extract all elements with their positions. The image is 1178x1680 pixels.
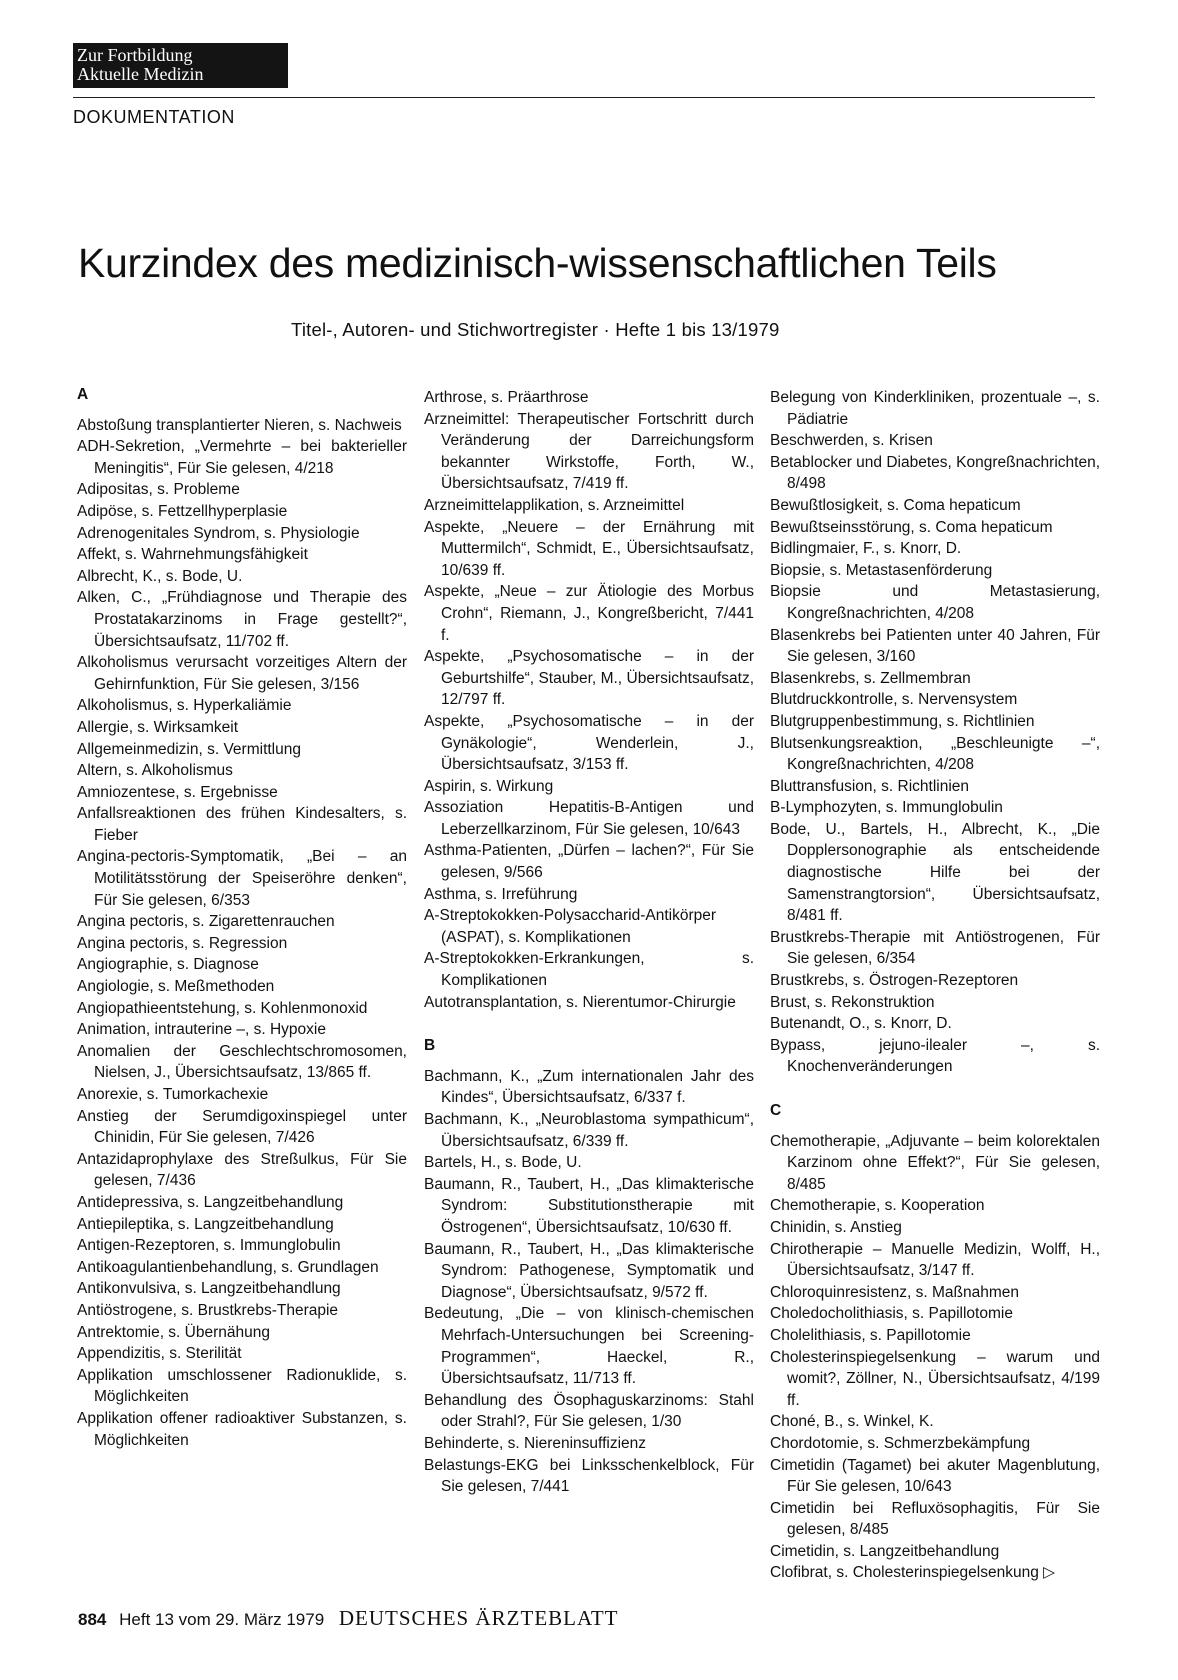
index-entry: Baumann, R., Taubert, H., „Das klimakterische Syndrom: Pathogenese, Symptomatik und Diagnose“, Übersichtsaufsatz, 9/572 ff. bbox=[424, 1240, 754, 1301]
index-entry: Aspekte, „Neuere – der Ernährung mit Muttermilch“, Schmidt, E., Übersichtsaufsatz, 10/639 ff. bbox=[424, 518, 754, 579]
index-entry: Arthrose, s. Präarthrose bbox=[424, 389, 589, 406]
index-entry: Assoziation Hepatitis-B-Antigen und Leberzellkarzinom, Für Sie gelesen, 10/643 bbox=[424, 799, 754, 838]
index-entry: Belastungs-EKG bei Linksschenkelblock, Für Sie gelesen, 7/441 bbox=[424, 1456, 754, 1496]
page-title: Kurzindex des medizinisch-wissenschaftlichen Teils bbox=[78, 240, 997, 286]
index-entry: B-Lymphozyten, s. Immunglobulin bbox=[770, 799, 1003, 817]
index-entry: Angiologie, s. Meßmethoden bbox=[77, 978, 275, 996]
index-entry: Asthma, s. Irreführung bbox=[424, 885, 578, 903]
index-entry: Biopsie, s. Metastasenförderung bbox=[770, 561, 993, 579]
index-entry: Angiographie, s. Diagnose bbox=[77, 956, 259, 974]
index-entry: Applikation offener radioaktiver Substanzen, s. Möglichkeiten bbox=[77, 1409, 407, 1449]
index-entry: Antikoagulantienbehandlung, s. Grundlagen bbox=[77, 1258, 379, 1276]
index-entry: Brustkrebs-Therapie mit Antiöstrogenen, Für Sie gelesen, 6/354 bbox=[770, 928, 1100, 968]
index-entry: Butenandt, O., s. Knorr, D. bbox=[770, 1015, 952, 1033]
masthead-line-1: Zur Fortbildung bbox=[77, 45, 193, 65]
index-entry: Altern, s. Alkoholismus bbox=[77, 762, 233, 780]
masthead-line-2: Aktuelle Medizin bbox=[77, 64, 204, 84]
index-entry: Choné, B., s. Winkel, K. bbox=[770, 1413, 934, 1431]
page-footer bbox=[78, 1606, 618, 1631]
section-label: DOKUMENTATION bbox=[73, 107, 235, 127]
index-entry: Bewußtlosigkeit, s. Coma hepaticum bbox=[770, 496, 1021, 514]
index-entry: Biopsie und Metastasierung, Kongreßnachrichten, 4/208 bbox=[770, 583, 1100, 622]
index-entry: Chemotherapie, s. Kooperation bbox=[770, 1197, 985, 1215]
index-entry: Bewußtseinsstörung, s. Coma hepaticum bbox=[770, 518, 1053, 536]
index-entry: Beschwerden, s. Krisen bbox=[770, 432, 933, 450]
index-entry: Bidlingmaier, F., s. Knorr, D. bbox=[770, 540, 962, 558]
index-entry: Autotransplantation, s. Nierentumor-Chirurgie bbox=[424, 993, 736, 1011]
index-entry: A-Streptokokken-Erkrankungen, s. Komplikationen bbox=[424, 950, 754, 990]
index-entry: Anstieg der Serumdigoxinspiegel unter Chinidin, Für Sie gelesen, 7/426 bbox=[77, 1107, 407, 1147]
index-entry: Blutdruckkontrolle, s. Nervensystem bbox=[770, 691, 1018, 709]
index-entry: Animation, intrauterine –, s. Hypoxie bbox=[77, 1021, 326, 1039]
index-entry: Anorexie, s. Tumorkachexie bbox=[77, 1086, 269, 1103]
page-subtitle: Titel-, Autoren- und Stichwortregister · Hefte 1 bis 13/1979 bbox=[291, 319, 780, 340]
index-entry: Bachmann, K., „Zum internationalen Jahr des Kindes“, Übersichtsaufsatz, 6/337 f. bbox=[424, 1067, 754, 1107]
index-entry: Aspirin, s. Wirkung bbox=[424, 777, 554, 795]
index-entry: Alken, C., „Frühdiagnose und Therapie des Prostatakarzinoms in Frage gestellt?“, Übersichtsaufsatz, 11/702 ff. bbox=[77, 589, 407, 650]
index-entry: Chirotherapie – Manuelle Medizin, Wolff, H., Übersichtsaufsatz, 3/147 ff. bbox=[770, 1240, 1100, 1280]
index-entry: Anomalien der Geschlechtschromosomen, Nielsen, J., Übersichtsaufsatz, 13/865 ff. bbox=[77, 1042, 407, 1082]
index-entry: Antikonvulsiva, s. Langzeitbehandlung bbox=[77, 1280, 341, 1298]
index-entry: Angina pectoris, s. Regression bbox=[77, 934, 288, 952]
index-entry: Cimetidin, s. Langzeitbehandlung bbox=[770, 1542, 1000, 1560]
letter-heading: B bbox=[424, 1037, 436, 1055]
index-entry: Baumann, R., Taubert, H., „Das klimakterische Syndrom: Substitutionstherapie mit Östrogenen“, Übersichtsaufsatz, 10/630 ff. bbox=[424, 1175, 754, 1236]
index-entry: Behandlung des Ösophaguskarzinoms: Stahl oder Strahl?, Für Sie gelesen, 1/30 bbox=[424, 1391, 754, 1431]
index-entry: Antidepressiva, s. Langzeitbehandlung bbox=[77, 1193, 344, 1211]
index-entry: Choledocholithiasis, s. Papillotomie bbox=[770, 1305, 1013, 1323]
index-entry: Brustkrebs, s. Östrogen-Rezeptoren bbox=[770, 972, 1019, 990]
index-entry: Albrecht, K., s. Bode, U. bbox=[77, 567, 243, 585]
index-entry: Chinidin, s. Anstieg bbox=[770, 1218, 902, 1236]
index-entry: Clofibrat, s. Cholesterinspiegelsenkung ▷ bbox=[770, 1564, 1056, 1582]
index-entry: Blutsenkungsreaktion, „Beschleunigte –“, Kongreßnachrichten, 4/208 bbox=[770, 734, 1100, 774]
index-entry: Alkoholismus, s. Hyperkaliämie bbox=[77, 697, 292, 715]
index-column-3 bbox=[770, 387, 1100, 1584]
index-entry: Allgemeinmedizin, s. Vermittlung bbox=[77, 740, 301, 758]
index-entry: Angiopathieentstehung, s. Kohlenmonoxid bbox=[77, 999, 368, 1017]
index-entry: Aspekte, „Psychosomatische – in der Geburtshilfe“, Stauber, M., Übersichtsaufsatz, 12/797 ff. bbox=[424, 648, 754, 709]
page-number: 884 bbox=[78, 1610, 107, 1629]
index-entry: Affekt, s. Wahrnehmungsfähigkeit bbox=[77, 546, 308, 564]
index-entry: Blasenkrebs bei Patienten unter 40 Jahren, Für Sie gelesen, 3/160 bbox=[770, 626, 1100, 666]
letter-heading: A bbox=[77, 386, 89, 403]
letter-heading: C bbox=[770, 1102, 782, 1119]
index-entry: Behinderte, s. Niereninsuffizienz bbox=[424, 1434, 647, 1452]
index-entry: Bedeutung, „Die – von klinisch-chemischen Mehrfach-Untersuchungen bei Screening-Programmen“, Haeckel, R., Übersichtsaufsatz, 11/713 ff. bbox=[424, 1305, 754, 1388]
index-column-2 bbox=[424, 387, 754, 1498]
index-entry: Abstoßung transplantierter Nieren, s. Nachweis bbox=[77, 416, 402, 434]
index-entry: Bartels, H., s. Bode, U. bbox=[424, 1154, 582, 1172]
index-entry: Cimetidin (Tagamet) bei akuter Magenblutung, Für Sie gelesen, 10/643 bbox=[770, 1456, 1100, 1496]
index-entry: Arzneimittel: Therapeutischer Fortschritt durch Veränderung der Darreichungsform bekannter Wirkstoffe, Forth, W., Übersichtsaufsatz, 7/419 ff. bbox=[424, 410, 754, 493]
index-entry: Chloroquinresistenz, s. Maßnahmen bbox=[770, 1283, 1019, 1301]
index-entry: Antiöstrogene, s. Brustkrebs-Therapie bbox=[77, 1301, 339, 1319]
index-entry: Applikation umschlossener Radionuklide, s. Möglichkeiten bbox=[77, 1366, 407, 1406]
index-entry: Alkoholismus verursacht vorzeitiges Altern der Gehirnfunktion, Für Sie gelesen, 3/156 bbox=[77, 654, 407, 693]
index-entry: Blutgruppenbestimmung, s. Richtlinien bbox=[770, 712, 1035, 730]
index-entry: Blasenkrebs, s. Zellmembran bbox=[770, 669, 971, 687]
index-column-1 bbox=[77, 384, 407, 1451]
masthead-box bbox=[73, 43, 288, 88]
index-entry: Angina pectoris, s. Zigarettenrauchen bbox=[77, 913, 335, 931]
index-entry: Bypass, jejuno-ilealer –, s. Knochenveränderungen bbox=[770, 1036, 1100, 1076]
index-entry: Brust, s. Rekonstruktion bbox=[770, 993, 935, 1011]
index-entry: Aspekte, „Neue – zur Ätiologie des Morbus Crohn“, Riemann, J., Kongreßbericht, 7/441 f. bbox=[424, 583, 754, 644]
index-entry: Antrektomie, s. Übernähung bbox=[77, 1323, 270, 1341]
index-entry: Belegung von Kinderkliniken, prozentuale –, s. Pädiatrie bbox=[770, 389, 1100, 428]
index-entry: ADH-Sekretion, „Vermehrte – bei bakterieller Meningitis“, Für Sie gelesen, 4/218 bbox=[77, 438, 407, 477]
index-entry: Bode, U., Bartels, H., Albrecht, K., „Die Dopplersonographie als entscheidende diagnostische Hilfe bei der Samenstrangtorsion“, Übersichtsaufsatz, 8/481 ff. bbox=[770, 820, 1100, 925]
index-entry: Adipositas, s. Probleme bbox=[77, 481, 240, 499]
index-entry: Appendizitis, s. Sterilität bbox=[77, 1345, 242, 1363]
index-entry: Angina-pectoris-Symptomatik, „Bei – an Motilitätsstörung der Speiseröhre denken“, Für Sie gelesen, 6/353 bbox=[77, 848, 407, 909]
index-entry: Chemotherapie, „Adjuvante – beim kolorektalen Karzinom ohne Effekt?“, Für Sie gelesen, 8/485 bbox=[770, 1132, 1100, 1193]
index-entry: Betablocker und Diabetes, Kongreßnachrichten, 8/498 bbox=[770, 453, 1101, 493]
journal-name: DEUTSCHES ÄRZTEBLATT bbox=[338, 1606, 619, 1630]
index-entry: Cholelithiasis, s. Papillotomie bbox=[770, 1326, 971, 1344]
index-entry: Amniozentese, s. Ergebnisse bbox=[77, 783, 278, 801]
index-entry: Arzneimittelapplikation, s. Arzneimittel bbox=[424, 496, 685, 514]
index-entry: Antigen-Rezeptoren, s. Immunglobulin bbox=[77, 1237, 341, 1255]
index-entry: Antazidaprophylaxe des Streßulkus, Für Sie gelesen, 7/436 bbox=[77, 1150, 407, 1190]
header-rule bbox=[73, 97, 1095, 98]
index-entry: A-Streptokokken-Polysaccharid-Antikörper (ASPAT), s. Komplikationen bbox=[424, 907, 717, 946]
index-entry: Bachmann, K., „Neuroblastoma sympathicum“, Übersichtsaufsatz, 6/339 ff. bbox=[424, 1111, 754, 1150]
index-entry: Asthma-Patienten, „Dürfen – lachen?“, Für Sie gelesen, 9/566 bbox=[424, 842, 754, 882]
index-entry: Allergie, s. Wirksamkeit bbox=[77, 718, 239, 736]
issue-info: Heft 13 vom 29. März 1979 bbox=[119, 1610, 325, 1629]
index-entry: Anfallsreaktionen des frühen Kindesalters, s. Fieber bbox=[77, 805, 407, 844]
index-entry: Cimetidin bei Refluxösophagitis, Für Sie gelesen, 8/485 bbox=[770, 1499, 1100, 1539]
index-entry: Adipöse, s. Fettzellhyperplasie bbox=[77, 502, 288, 520]
index-entry: Chordotomie, s. Schmerzbekämpfung bbox=[770, 1434, 1031, 1452]
index-entry: Antiepileptika, s. Langzeitbehandlung bbox=[77, 1215, 334, 1233]
index-entry: Adrenogenitales Syndrom, s. Physiologie bbox=[77, 524, 360, 542]
index-entry: Bluttransfusion, s. Richtlinien bbox=[770, 777, 970, 795]
index-entry: Cholesterinspiegelsenkung – warum und womit?, Zöllner, N., Übersichtsaufsatz, 4/199 ff. bbox=[770, 1348, 1100, 1409]
index-entry: Aspekte, „Psychosomatische – in der Gynäkologie“, Wenderlein, J., Übersichtsaufsatz, 3/153 ff. bbox=[424, 712, 754, 774]
